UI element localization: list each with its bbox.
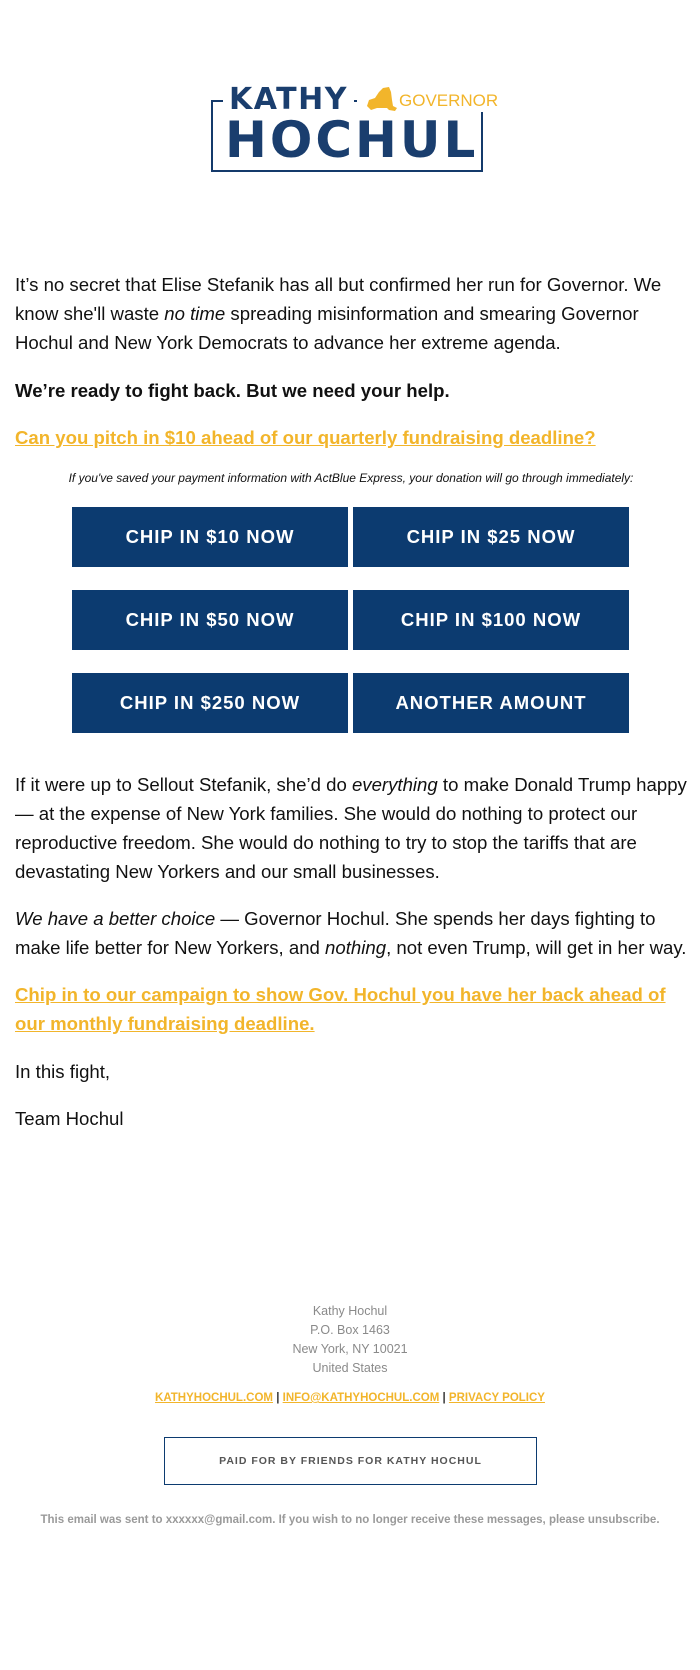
rally-statement: We’re ready to fight back. But we need your help. [15, 380, 450, 401]
unsubscribe-notice[interactable]: This email was sent to xxxxxx@gmail.com. If you wish to no longer receive these messages, please unsubscribe. [40, 1514, 660, 1526]
footer-links [0, 1392, 700, 1404]
stefanik-paragraph: If it were up to Sellout Stefanik, she’d do everything to make Donald Trump happy — at the expense of New York families. She would do nothing to protect our reproductive freedom. She would do nothing to try to stop the tariffs that are devastating New Yorkers and our small businesses. [15, 774, 687, 882]
footer-country: United States [312, 1361, 388, 1375]
actblue-note: If you've saved your payment information with ActBlue Express, your donation will go through immediately: [68, 471, 634, 485]
signature: Team Hochul [15, 1108, 124, 1129]
paid-for-disclaimer: PAID FOR BY FRIENDS FOR KATHY HOCHUL [164, 1437, 537, 1485]
link-separator: | [442, 1392, 446, 1404]
chip-in-50-button[interactable]: CHIP IN $50 NOW [72, 590, 348, 650]
footer-city: New York, NY 10021 [292, 1342, 408, 1356]
chip-in-100-button[interactable]: CHIP IN $100 NOW [353, 590, 629, 650]
logo-first-name: KATHY [223, 82, 354, 118]
another-amount-button[interactable]: ANOTHER AMOUNT [353, 673, 629, 733]
chip-in-250-button[interactable]: CHIP IN $250 NOW [72, 673, 348, 733]
donate-link-monthly[interactable]: Chip in to our campaign to show Gov. Hochul you have her back ahead of our monthly fundraising deadline. [15, 984, 666, 1034]
website-link[interactable]: KATHYHOCHUL.COM [155, 1392, 273, 1404]
closing-line: In this fight, [15, 1061, 111, 1082]
footer-po-box: P.O. Box 1463 [310, 1323, 390, 1337]
footer-address [0, 1302, 700, 1378]
chip-in-10-button[interactable]: CHIP IN $10 NOW [72, 507, 348, 567]
footer-name: Kathy Hochul [312, 1304, 388, 1318]
campaign-logo [211, 82, 499, 176]
chip-in-25-button[interactable]: CHIP IN $25 NOW [353, 507, 629, 567]
donate-link-quarterly[interactable]: Can you pitch in $10 ahead of our quarterly fundraising deadline? [15, 427, 596, 448]
link-separator: | [276, 1392, 280, 1404]
privacy-policy-link[interactable]: PRIVACY POLICY [448, 1392, 545, 1404]
logo-last-name: HOCHUL [225, 111, 479, 169]
logo-office: GOVERNOR [397, 90, 502, 112]
email-link[interactable]: INFO@KATHYHOCHUL.COM [282, 1392, 440, 1404]
intro-paragraph: It’s no secret that Elise Stefanik has all but confirmed her run for Governor. We know she'll waste no time spreading misinformation and smearing Governor Hochul and New York Democrats to advance her extreme agenda. [15, 274, 662, 353]
better-choice-paragraph: We have a better choice — Governor Hochul. She spends her days fighting to make life better for New Yorkers, and nothing, not even Trump, will get in her way. [15, 908, 687, 958]
